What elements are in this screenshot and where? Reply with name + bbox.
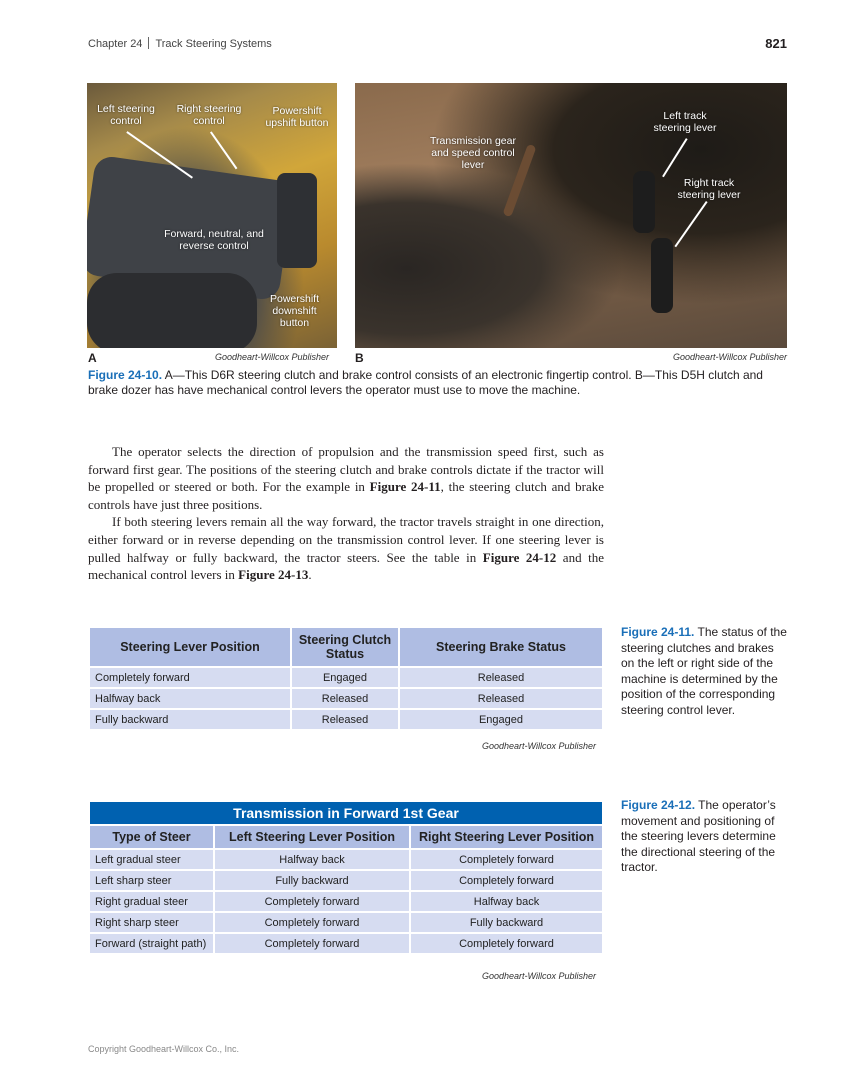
table-row (89, 709, 603, 730)
table-row (89, 667, 603, 688)
running-header (88, 37, 272, 50)
armrest (87, 273, 257, 348)
body-text (88, 443, 604, 584)
table-row (89, 891, 603, 912)
column-header: Steering Clutch Status (291, 627, 399, 667)
plate-b: B (355, 351, 364, 365)
text: The operator selects the direction of propulsion and the transmission speed first, such as forward first gear. The positions of the steering clutch and brake controls dictate if the tractor will be propelled or steered or both. For the example in (88, 444, 604, 495)
cell: Left gradual steer (89, 849, 214, 870)
photo-mechanical-levers (355, 83, 787, 348)
text: and the mechanical control levers in (88, 549, 604, 583)
cell: Fully backward (214, 870, 410, 891)
table-row (89, 870, 603, 891)
table-title-row (89, 801, 603, 825)
cell: Completely forward (214, 912, 410, 933)
cell: Halfway back (410, 891, 603, 912)
page-number: 821 (765, 36, 787, 51)
table-row (89, 849, 603, 870)
steering-status-table (88, 626, 604, 731)
cell: Forward (straight path) (89, 933, 214, 954)
cell: Released (291, 688, 399, 709)
column-header: Right Steering Lever Position (410, 825, 603, 849)
text: , the steering clutch and brake controls have just three positions. (88, 479, 605, 512)
text: If both steering levers remain all the way forward, the tractor travels straight in one direction, either forward or in reverse depending on the transmission control lever. If one steering lever is pulled halfway or fully backward, the tractor steers. See the table in (88, 514, 604, 565)
figure-ref: Figure 24-13 (238, 567, 309, 583)
header-divider (148, 37, 149, 49)
section-title: Track Steering Systems (155, 38, 272, 50)
credit-24-11: Goodheart-Willcox Publisher (482, 741, 596, 751)
column-header: Type of Steer (89, 825, 214, 849)
label-right-steering: Right steering control (176, 103, 242, 127)
figure-label: Figure 24-11. (621, 625, 695, 639)
figure-24-12-caption (621, 798, 789, 876)
label-left-steering: Left steering control (97, 103, 155, 127)
photo-fingertip-control (87, 83, 337, 348)
column-header: Steering Brake Status (399, 627, 603, 667)
figure-ref: Figure 24-12 (482, 549, 557, 565)
paragraph-2 (88, 513, 604, 583)
cell: Engaged (399, 709, 603, 730)
caption-text: A—This D6R steering clutch and brake control consists of an electronic fingertip control. B—This D5H clutch and brake dozer has have mechanical control levers the operator must use to move the machine. (88, 368, 763, 397)
column-header: Left Steering Lever Position (214, 825, 410, 849)
cell: Completely forward (214, 891, 410, 912)
table-header-row (89, 825, 603, 849)
plate-a: A (88, 351, 97, 365)
column-header: Steering Lever Position (89, 627, 291, 667)
label-upshift: Powershift upshift button (265, 105, 329, 129)
figure-24-10-caption (88, 368, 788, 398)
copyright-footer: Copyright Goodheart-Willcox Co., Inc. (88, 1044, 240, 1054)
control-pod (277, 173, 317, 268)
cell: Completely forward (410, 849, 603, 870)
arrow-right-track (675, 201, 708, 247)
chapter-label: Chapter 24 (88, 38, 143, 50)
cell: Right sharp steer (89, 912, 214, 933)
table-row (89, 688, 603, 709)
cell: Right gradual steer (89, 891, 214, 912)
label-left-track: Left track steering lever (653, 110, 717, 134)
label-fnr: Forward, neutral, and reverse control (164, 228, 264, 252)
cell: Completely forward (410, 933, 603, 954)
cell: Released (399, 688, 603, 709)
table-row (89, 912, 603, 933)
cell: Released (291, 709, 399, 730)
figure-24-11-caption (621, 625, 789, 718)
label-transmission-lever: Transmission gear and speed control lever (430, 135, 516, 171)
caption-text: The status of the steering clutches and brakes on the left or right side of the machine is determined by the position of the corresponding steering control lever. (621, 625, 787, 717)
table-title: Transmission in Forward 1st Gear (89, 801, 603, 825)
cell: Completely forward (89, 667, 291, 688)
cell: Halfway back (89, 688, 291, 709)
table-header-row (89, 627, 603, 667)
arrow-left-track (663, 138, 688, 177)
table-row (89, 933, 603, 954)
cell: Engaged (291, 667, 399, 688)
caption-text: The operator’s movement and positioning of the steering levers determine the directional steering of the tractor. (621, 798, 776, 874)
figure-ref: Figure 24-11 (369, 479, 441, 495)
label-right-track: Right track steering lever (677, 177, 741, 201)
arrow-right-steering (210, 131, 237, 169)
steering-direction-table (88, 800, 604, 955)
credit-24-12: Goodheart-Willcox Publisher (482, 971, 596, 981)
paragraph-1 (88, 443, 604, 513)
cell: Halfway back (214, 849, 410, 870)
figure-label: Figure 24-10. (88, 368, 163, 382)
figure-label: Figure 24-12. (621, 798, 696, 812)
label-downshift: Powershift downshift button (269, 293, 320, 329)
right-track-lever (651, 238, 673, 313)
cell: Completely forward (214, 933, 410, 954)
credit-b: Goodheart-Willcox Publisher (673, 352, 787, 362)
text: . (308, 567, 312, 583)
credit-a: Goodheart-Willcox Publisher (215, 352, 329, 362)
cell: Fully backward (89, 709, 291, 730)
cell: Fully backward (410, 912, 603, 933)
cell: Released (399, 667, 603, 688)
cell: Completely forward (410, 870, 603, 891)
left-track-lever (633, 171, 655, 233)
cell: Left sharp steer (89, 870, 214, 891)
